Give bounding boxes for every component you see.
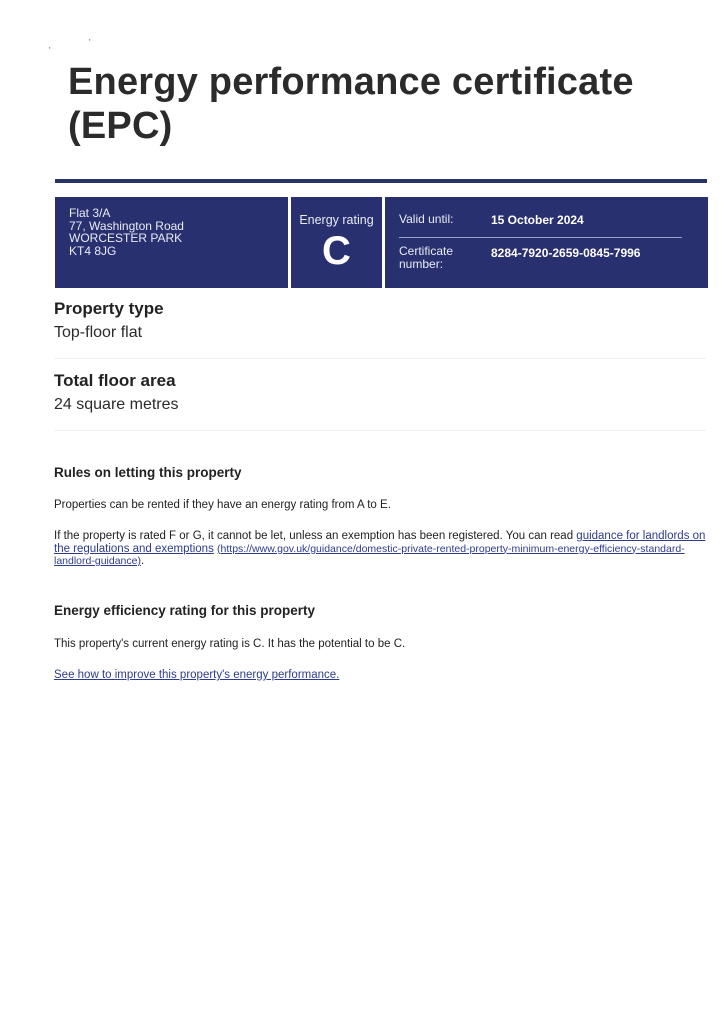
scan-mark: ' [49, 46, 51, 55]
letting-rules-text: Properties can be rented if they have an energy rating from A to E. [54, 499, 391, 511]
letting-exemption-suffix: . [140, 555, 145, 567]
section-divider [54, 430, 706, 431]
certificate-number-value: 8284-7920-2659-0845-7996 [491, 246, 641, 260]
address-line: KT4 8JG [69, 243, 117, 258]
valid-until-value: 15 October 2024 [491, 213, 584, 227]
section-divider [54, 358, 706, 359]
letting-exemption-prefix: If the property is rated F or G, it cannot be let, unless an exemption has been registered. You can read [54, 530, 577, 542]
certificate-number-label: Certificate number: [399, 244, 454, 271]
energy-rating-box [291, 197, 382, 288]
address-line: Flat 3/A [69, 206, 111, 220]
property-type-value: Top-floor flat [54, 324, 143, 341]
header-divider [55, 179, 707, 183]
certificate-meta-box [385, 197, 708, 288]
scan-mark: ' [89, 38, 91, 47]
address-line: WORCESTER PARK [69, 231, 183, 245]
landlord-guidance-link[interactable]: guidance for landlords on the regulations and exemptions [54, 530, 706, 555]
energy-rating-value: C [322, 229, 351, 273]
letting-exemption-text [54, 530, 714, 568]
floor-area-heading: Total floor area [54, 371, 176, 390]
floor-area-value: 24 square metres [54, 396, 179, 413]
meta-divider [399, 237, 682, 238]
certificate-summary-banner [55, 197, 708, 288]
property-type-heading: Property type [54, 299, 164, 318]
improve-performance-link[interactable]: See how to improve this property's energy performance. [54, 669, 340, 681]
landlord-guidance-url[interactable]: (https://www.gov.uk/guidance/domestic-private-rented-property-minimum-energy-efficiency-standard-landlord-guidance) [54, 542, 685, 567]
efficiency-text: This property's current energy rating is C. It has the potential to be C. [54, 638, 406, 650]
address-box [55, 197, 288, 288]
letting-rules-heading: Rules on letting this property [54, 465, 242, 480]
efficiency-heading: Energy efficiency rating for this property [54, 603, 316, 618]
page-title: Energy performance certificate (EPC) [68, 61, 634, 147]
improve-performance-paragraph [54, 669, 714, 682]
address-line: 77, Washington Road [69, 218, 184, 233]
valid-until-label: Valid until: [399, 212, 454, 226]
energy-rating-label: Energy rating [299, 213, 374, 227]
